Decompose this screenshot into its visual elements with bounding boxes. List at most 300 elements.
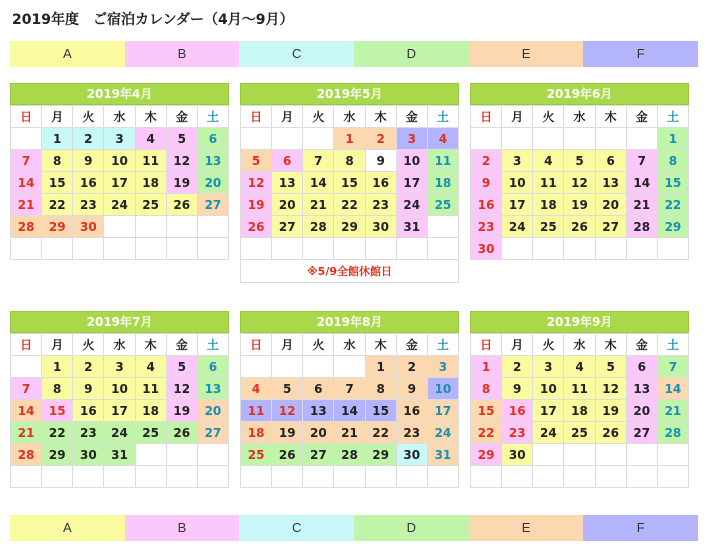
weekday-label: 火 [533,334,564,356]
empty-cell [471,466,502,488]
day-cell[interactable]: 14 [626,172,657,194]
page-title: 2019年度 ご宿泊カレンダー（4月～9月） [12,12,294,28]
day-cell[interactable]: 1 [334,128,365,150]
day-cell[interactable]: 26 [595,422,626,444]
empty-cell [135,216,166,238]
day-cell[interactable]: 29 [42,444,73,466]
day-cell[interactable]: 6 [626,356,657,378]
day-cell[interactable]: 30 [73,444,104,466]
day-cell[interactable]: 3 [533,356,564,378]
empty-cell [564,444,595,466]
empty-cell [533,444,564,466]
week-row [471,238,689,260]
day-cell[interactable]: 19 [241,194,272,216]
empty-cell [11,356,42,378]
empty-cell [166,444,197,466]
empty-cell [502,238,533,260]
day-cell[interactable]: 27 [197,422,228,444]
calendar-grid [240,333,459,488]
day-cell[interactable]: 6 [272,150,303,172]
day-cell[interactable]: 20 [626,400,657,422]
day-cell[interactable]: 11 [427,150,458,172]
day-cell[interactable]: 22 [42,194,73,216]
day-cell[interactable]: 17 [396,172,427,194]
day-cell[interactable]: 7 [11,378,42,400]
day-cell[interactable]: 5 [166,356,197,378]
day-cell[interactable]: 7 [303,150,334,172]
week-row [11,466,229,488]
day-cell[interactable]: 1 [471,356,502,378]
day-cell[interactable]: 17 [502,194,533,216]
day-cell[interactable]: 26 [166,422,197,444]
empty-cell [334,466,365,488]
day-cell[interactable]: 13 [197,150,228,172]
day-cell[interactable]: 27 [626,422,657,444]
day-cell[interactable]: 12 [564,172,595,194]
day-cell[interactable]: 13 [595,172,626,194]
day-cell[interactable]: 5 [595,356,626,378]
weekday-label: 日 [471,334,502,356]
day-cell[interactable]: 3 [104,128,135,150]
day-cell[interactable]: 12 [272,400,303,422]
day-cell[interactable]: 16 [502,400,533,422]
day-cell[interactable]: 24 [396,194,427,216]
empty-cell [272,238,303,260]
week-row [471,444,689,466]
day-cell[interactable]: 27 [595,216,626,238]
day-cell[interactable]: 31 [396,216,427,238]
empty-cell [471,128,502,150]
day-cell[interactable]: 14 [334,400,365,422]
empty-cell [595,238,626,260]
day-cell[interactable]: 18 [135,172,166,194]
day-cell[interactable]: 9 [396,378,427,400]
day-cell[interactable]: 25 [533,216,564,238]
weekday-label: 木 [135,106,166,128]
weekday-label: 月 [272,334,303,356]
day-cell[interactable]: 3 [427,356,458,378]
weekday-label: 日 [471,106,502,128]
legend-item-d: D [354,515,469,541]
day-cell[interactable]: 9 [365,150,396,172]
month-header: 2019年7月 [10,311,229,333]
weekday-label: 月 [272,106,303,128]
day-cell[interactable]: 5 [272,378,303,400]
week-row [241,216,459,238]
day-cell[interactable]: 27 [197,194,228,216]
weekday-label: 木 [595,106,626,128]
day-cell[interactable]: 16 [73,172,104,194]
day-cell[interactable]: 30 [73,216,104,238]
day-cell[interactable]: 10 [533,378,564,400]
day-cell[interactable]: 28 [334,444,365,466]
day-cell[interactable]: 19 [166,400,197,422]
day-cell[interactable]: 20 [272,194,303,216]
day-cell[interactable]: 4 [241,378,272,400]
week-row [11,444,229,466]
calendar-june [470,83,689,260]
day-cell[interactable]: 8 [334,150,365,172]
empty-cell [197,466,228,488]
day-cell[interactable]: 28 [303,216,334,238]
day-cell[interactable]: 2 [365,128,396,150]
day-cell[interactable]: 26 [272,444,303,466]
day-cell[interactable]: 12 [595,378,626,400]
week-row [11,238,229,260]
day-cell[interactable]: 18 [427,172,458,194]
empty-cell [595,466,626,488]
empty-cell [396,238,427,260]
weekday-label: 日 [241,106,272,128]
empty-cell [42,238,73,260]
day-cell[interactable]: 25 [427,194,458,216]
day-cell[interactable]: 17 [427,400,458,422]
day-cell[interactable]: 2 [502,356,533,378]
day-cell[interactable]: 9 [502,378,533,400]
weekday-label: 金 [166,334,197,356]
week-row [471,422,689,444]
day-cell[interactable]: 13 [197,378,228,400]
day-cell[interactable]: 8 [657,150,688,172]
day-cell[interactable]: 20 [197,172,228,194]
day-cell[interactable]: 13 [272,172,303,194]
day-cell[interactable]: 5 [564,150,595,172]
empty-cell [73,238,104,260]
empty-cell [166,238,197,260]
day-cell[interactable]: 16 [73,400,104,422]
week-row [241,194,459,216]
day-cell[interactable]: 9 [73,378,104,400]
closure-note: ※5/9全館休館日 [240,260,459,283]
day-cell[interactable]: 2 [73,356,104,378]
day-cell[interactable]: 18 [241,422,272,444]
legend-item-f: F [583,41,698,67]
weekday-label: 月 [42,106,73,128]
day-cell[interactable]: 22 [334,194,365,216]
day-cell[interactable]: 3 [502,150,533,172]
empty-cell [657,238,688,260]
day-cell[interactable]: 30 [396,444,427,466]
day-cell[interactable]: 21 [334,422,365,444]
weekday-label: 日 [11,334,42,356]
day-cell[interactable]: 11 [135,378,166,400]
day-cell[interactable]: 4 [564,356,595,378]
day-cell[interactable]: 12 [166,378,197,400]
day-cell[interactable]: 3 [104,356,135,378]
day-cell[interactable]: 24 [502,216,533,238]
empty-cell [303,466,334,488]
day-cell[interactable]: 29 [657,216,688,238]
day-cell[interactable]: 24 [104,422,135,444]
day-cell[interactable]: 30 [365,216,396,238]
week-row [471,194,689,216]
day-cell[interactable]: 29 [471,444,502,466]
weekday-label: 土 [657,334,688,356]
empty-cell [272,466,303,488]
empty-cell [166,466,197,488]
day-cell[interactable]: 28 [11,444,42,466]
empty-cell [303,128,334,150]
empty-cell [135,444,166,466]
weekday-label: 土 [657,106,688,128]
empty-cell [135,238,166,260]
day-cell[interactable]: 4 [533,150,564,172]
day-cell[interactable]: 5 [166,128,197,150]
day-cell[interactable]: 11 [135,150,166,172]
day-cell[interactable]: 2 [471,150,502,172]
day-cell[interactable]: 4 [135,128,166,150]
legend-item-a: A [10,515,125,541]
weekday-label: 火 [303,334,334,356]
day-cell[interactable]: 4 [135,356,166,378]
day-cell[interactable]: 7 [626,150,657,172]
day-cell[interactable]: 17 [533,400,564,422]
day-cell[interactable]: 12 [166,150,197,172]
day-cell[interactable]: 1 [42,356,73,378]
week-row [471,356,689,378]
day-cell[interactable]: 28 [11,216,42,238]
day-cell[interactable]: 8 [42,150,73,172]
day-cell[interactable]: 2 [396,356,427,378]
day-cell[interactable]: 26 [166,194,197,216]
calendar-grid [10,333,229,488]
day-cell[interactable]: 30 [502,444,533,466]
week-row [11,356,229,378]
empty-cell [502,128,533,150]
day-cell[interactable]: 15 [42,400,73,422]
day-cell[interactable]: 24 [427,422,458,444]
weekday-label: 火 [533,106,564,128]
day-cell[interactable]: 23 [73,194,104,216]
day-cell[interactable]: 17 [104,400,135,422]
day-cell[interactable]: 19 [166,172,197,194]
day-cell[interactable]: 24 [104,194,135,216]
day-cell[interactable]: 2 [73,128,104,150]
empty-cell [197,444,228,466]
day-cell[interactable]: 20 [197,400,228,422]
empty-cell [73,466,104,488]
day-cell[interactable]: 1 [657,128,688,150]
empty-cell [595,128,626,150]
empty-cell [104,238,135,260]
day-cell[interactable]: 11 [241,400,272,422]
weekday-label: 金 [396,106,427,128]
week-row [241,444,459,466]
empty-cell [595,444,626,466]
calendar-august [240,311,459,488]
empty-cell [657,466,688,488]
legend-item-d: D [354,41,469,67]
day-cell[interactable]: 25 [241,444,272,466]
day-cell[interactable]: 21 [11,194,42,216]
week-row [241,400,459,422]
day-cell[interactable]: 22 [657,194,688,216]
day-cell[interactable]: 22 [471,422,502,444]
empty-cell [564,128,595,150]
day-cell[interactable]: 19 [595,400,626,422]
day-cell[interactable]: 6 [303,378,334,400]
empty-cell [197,216,228,238]
month-header: 2019年6月 [470,83,689,105]
day-cell[interactable]: 11 [533,172,564,194]
day-cell[interactable]: 29 [365,444,396,466]
day-cell[interactable]: 13 [303,400,334,422]
day-cell[interactable]: 29 [42,216,73,238]
day-cell[interactable]: 14 [303,172,334,194]
legend-item-b: B [125,515,240,541]
day-cell[interactable]: 28 [657,422,688,444]
day-cell[interactable]: 15 [334,172,365,194]
day-cell[interactable]: 24 [533,422,564,444]
day-cell[interactable]: 15 [42,172,73,194]
day-cell[interactable]: 14 [11,172,42,194]
day-cell[interactable]: 17 [104,172,135,194]
day-cell[interactable]: 8 [42,378,73,400]
week-row [241,356,459,378]
legend-item-b: B [125,41,240,67]
day-cell[interactable]: 26 [564,216,595,238]
day-cell[interactable]: 6 [197,128,228,150]
day-cell[interactable]: 20 [595,194,626,216]
day-cell[interactable]: 19 [272,422,303,444]
empty-cell [303,356,334,378]
empty-cell [197,238,228,260]
empty-cell [272,356,303,378]
day-cell[interactable]: 6 [595,150,626,172]
empty-cell [533,128,564,150]
day-cell[interactable]: 12 [241,172,272,194]
day-cell[interactable]: 7 [657,356,688,378]
day-cell[interactable]: 5 [241,150,272,172]
empty-cell [427,238,458,260]
empty-cell [657,444,688,466]
day-cell[interactable]: 8 [471,378,502,400]
day-cell[interactable]: 10 [502,172,533,194]
empty-cell [427,216,458,238]
weekday-label: 水 [334,334,365,356]
day-cell[interactable]: 31 [104,444,135,466]
day-cell[interactable]: 27 [272,216,303,238]
calendar-grid [470,333,689,488]
weekday-label: 土 [427,106,458,128]
weekday-label: 木 [135,334,166,356]
empty-cell [365,466,396,488]
day-cell[interactable]: 10 [104,150,135,172]
day-cell[interactable]: 15 [471,400,502,422]
month-header: 2019年9月 [470,311,689,333]
day-cell[interactable]: 23 [365,194,396,216]
day-cell[interactable]: 14 [11,400,42,422]
empty-cell [564,466,595,488]
empty-cell [365,238,396,260]
day-cell[interactable]: 3 [396,128,427,150]
day-cell[interactable]: 8 [365,378,396,400]
empty-cell [241,238,272,260]
day-cell[interactable]: 23 [502,422,533,444]
weekday-label: 金 [166,106,197,128]
day-cell[interactable]: 30 [471,238,502,260]
day-cell[interactable]: 13 [626,378,657,400]
legend-item-f: F [583,515,698,541]
day-cell[interactable]: 11 [564,378,595,400]
week-row [471,400,689,422]
calendar-grid [470,105,689,260]
day-cell[interactable]: 19 [564,194,595,216]
day-cell[interactable]: 25 [135,422,166,444]
day-cell[interactable]: 23 [396,422,427,444]
day-cell[interactable]: 15 [657,172,688,194]
week-row [471,466,689,488]
week-row [11,172,229,194]
weekday-label: 火 [73,106,104,128]
day-cell[interactable]: 23 [73,422,104,444]
day-cell[interactable]: 22 [42,422,73,444]
legend-item-a: A [10,41,125,67]
day-cell[interactable]: 4 [427,128,458,150]
weekday-label: 火 [303,106,334,128]
day-cell[interactable]: 18 [533,194,564,216]
day-cell[interactable]: 21 [626,194,657,216]
day-cell[interactable]: 9 [73,150,104,172]
day-cell[interactable]: 10 [427,378,458,400]
day-cell[interactable]: 18 [564,400,595,422]
weekday-label: 木 [365,334,396,356]
day-cell[interactable]: 18 [135,400,166,422]
day-cell[interactable]: 16 [365,172,396,194]
day-cell[interactable]: 1 [365,356,396,378]
day-cell[interactable]: 6 [197,356,228,378]
day-cell[interactable]: 21 [303,194,334,216]
weekday-label: 火 [73,334,104,356]
empty-cell [533,466,564,488]
week-row [471,150,689,172]
day-cell[interactable]: 7 [11,150,42,172]
week-row [241,422,459,444]
day-cell[interactable]: 27 [303,444,334,466]
empty-cell [626,466,657,488]
day-cell[interactable]: 10 [396,150,427,172]
day-cell[interactable]: 25 [564,422,595,444]
weekday-label: 金 [396,334,427,356]
day-cell[interactable]: 16 [396,400,427,422]
empty-cell [626,128,657,150]
empty-cell [427,466,458,488]
day-cell[interactable]: 14 [657,378,688,400]
day-cell[interactable]: 1 [42,128,73,150]
day-cell[interactable]: 26 [241,216,272,238]
day-cell[interactable]: 10 [104,378,135,400]
day-cell[interactable]: 25 [135,194,166,216]
day-cell[interactable]: 21 [11,422,42,444]
day-cell[interactable]: 20 [303,422,334,444]
week-row [11,378,229,400]
day-cell[interactable]: 23 [471,216,502,238]
day-cell[interactable]: 28 [626,216,657,238]
month-header: 2019年8月 [240,311,459,333]
week-row [11,422,229,444]
day-cell[interactable]: 31 [427,444,458,466]
day-cell[interactable]: 7 [334,378,365,400]
day-cell[interactable]: 21 [657,400,688,422]
day-cell[interactable]: 29 [334,216,365,238]
day-cell[interactable]: 22 [365,422,396,444]
day-cell[interactable]: 16 [471,194,502,216]
calendar-september [470,311,689,488]
weekday-label: 土 [427,334,458,356]
day-cell[interactable]: 15 [365,400,396,422]
day-cell[interactable]: 9 [471,172,502,194]
calendar-grid [10,105,229,260]
